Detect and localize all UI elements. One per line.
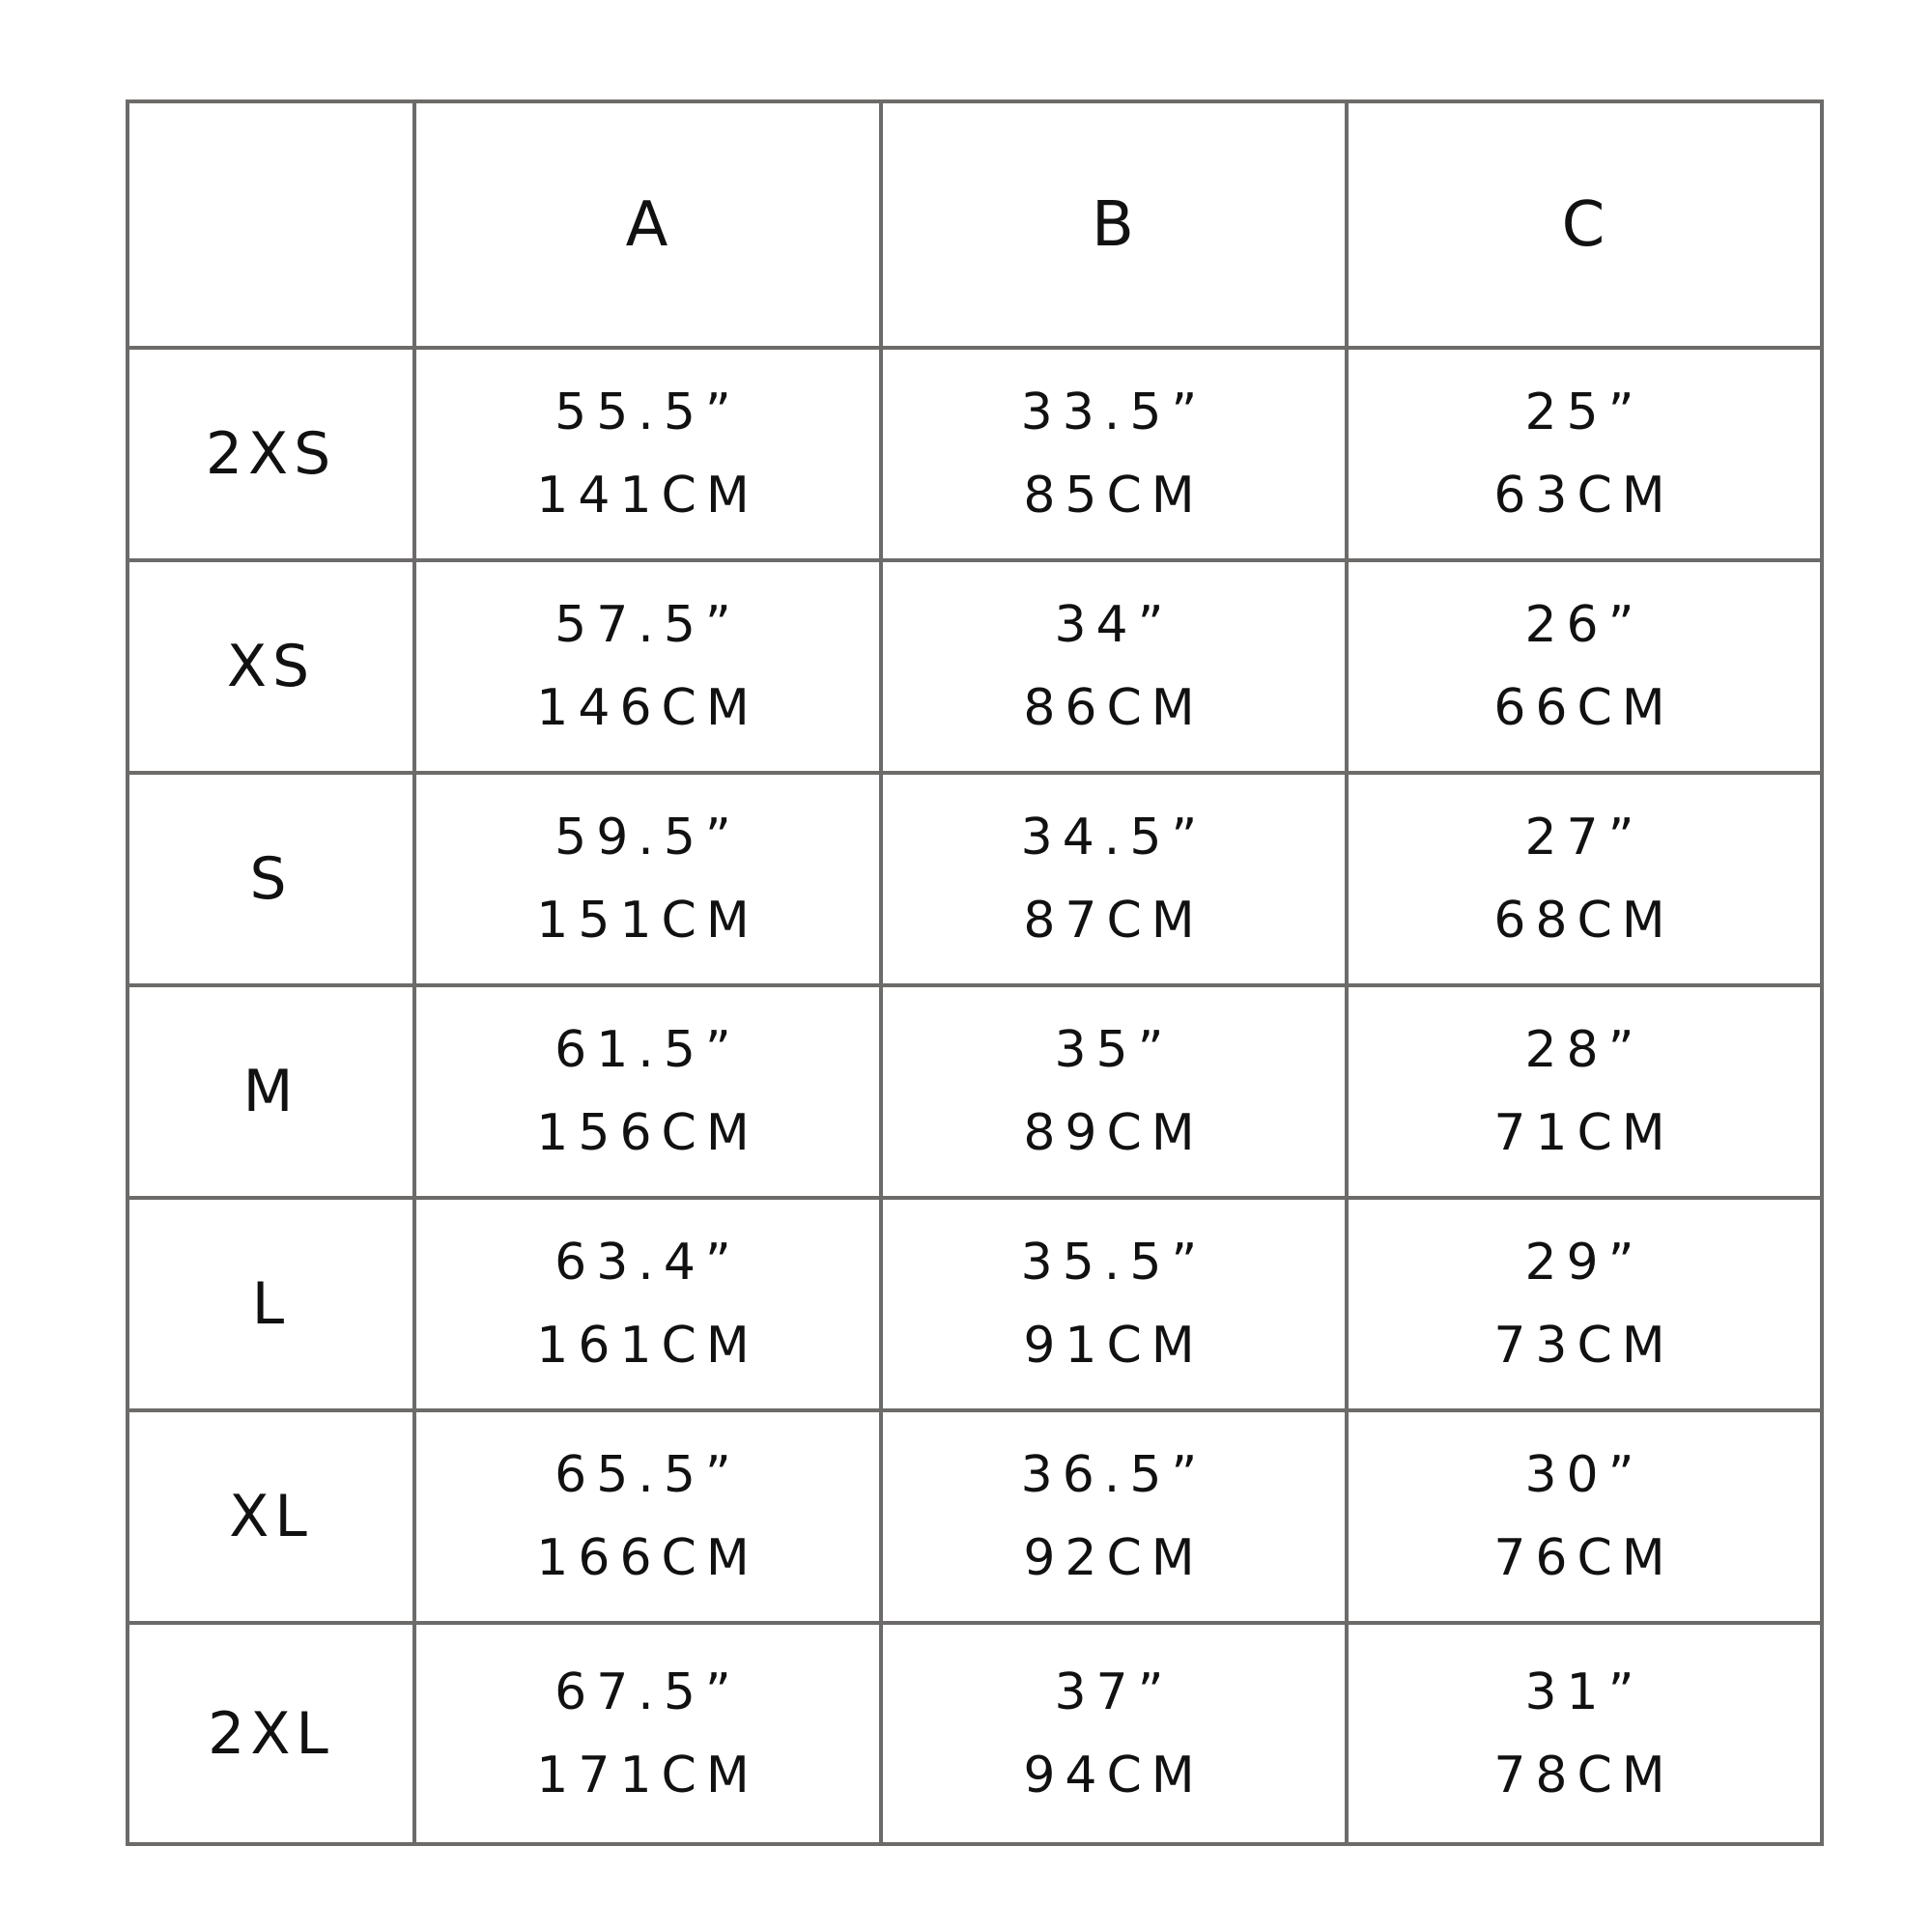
measurement-inches: 57.5” [554, 596, 741, 654]
measurement-cm: 161CM [536, 1317, 759, 1375]
size-row-l [128, 1198, 1822, 1410]
size-row-s [128, 773, 1822, 985]
size-row-xl [128, 1410, 1822, 1623]
measurement-cell-c [1347, 348, 1822, 560]
measurement-cell-b [881, 1623, 1347, 1844]
measurement-cell-a [414, 560, 881, 773]
measurement-cell-c [1347, 1623, 1822, 1844]
measurement-inches: 63.4” [554, 1234, 741, 1292]
size-label: XS [128, 560, 414, 773]
measurement-inches: 59.5” [554, 809, 741, 867]
measurement-cm: 63CM [1493, 467, 1675, 525]
measurement-cm: 68CM [1493, 892, 1675, 950]
measurement-cm: 146CM [536, 679, 759, 737]
measurement-inches: 55.5” [554, 384, 741, 441]
header-column-c: C [1347, 101, 1822, 348]
size-label: XL [128, 1410, 414, 1623]
measurement-cm: 92CM [1023, 1529, 1205, 1587]
measurement-inches: 65.5” [554, 1446, 741, 1504]
measurement-cm: 78CM [1493, 1746, 1675, 1804]
measurement-cell-b [881, 1198, 1347, 1410]
measurement-cell-b [881, 985, 1347, 1198]
measurement-inches: 34.5” [1020, 809, 1208, 867]
measurement-cm: 171CM [536, 1746, 759, 1804]
measurement-inches: 33.5” [1020, 384, 1208, 441]
header-corner-cell [128, 101, 414, 348]
measurement-cell-c [1347, 1410, 1822, 1623]
size-row-xs [128, 560, 1822, 773]
measurement-cell-b [881, 1410, 1347, 1623]
measurement-cell-b [881, 560, 1347, 773]
measurement-cm: 71CM [1493, 1104, 1675, 1162]
size-row-2xs [128, 348, 1822, 560]
measurement-inches: 36.5” [1020, 1446, 1208, 1504]
measurement-cell-a [414, 985, 881, 1198]
header-row [128, 101, 1822, 348]
size-label: L [128, 1198, 414, 1410]
measurement-inches: 35” [1054, 1021, 1174, 1079]
measurement-cell-c [1347, 773, 1822, 985]
measurement-cm: 86CM [1023, 679, 1205, 737]
measurement-cm: 89CM [1023, 1104, 1205, 1162]
size-label: M [128, 985, 414, 1198]
measurement-inches: 67.5” [554, 1662, 741, 1721]
measurement-inches: 30” [1524, 1446, 1644, 1504]
measurement-inches: 37” [1054, 1662, 1174, 1721]
measurement-cell-c [1347, 560, 1822, 773]
measurement-cm: 156CM [536, 1104, 759, 1162]
measurement-cell-a [414, 1623, 881, 1844]
measurement-cm: 66CM [1493, 679, 1675, 737]
measurement-inches: 25” [1524, 384, 1644, 441]
measurement-cm: 73CM [1493, 1317, 1675, 1375]
measurement-inches: 31” [1524, 1662, 1644, 1721]
measurement-cm: 76CM [1493, 1529, 1675, 1587]
measurement-cell-a [414, 348, 881, 560]
measurement-inches: 35.5” [1020, 1234, 1208, 1292]
header-column-a: A [414, 101, 881, 348]
measurement-inches: 27” [1524, 809, 1644, 867]
measurement-cell-a [414, 1198, 881, 1410]
size-label: 2XS [128, 348, 414, 560]
size-row-m [128, 985, 1822, 1198]
measurement-cell-b [881, 348, 1347, 560]
measurement-cm: 87CM [1023, 892, 1205, 950]
size-label: 2XL [128, 1623, 414, 1844]
measurement-cm: 85CM [1023, 467, 1205, 525]
measurement-cell-a [414, 773, 881, 985]
measurement-cell-a [414, 1410, 881, 1623]
measurement-cm: 91CM [1023, 1317, 1205, 1375]
measurement-inches: 29” [1524, 1234, 1644, 1292]
size-row-2xl [128, 1623, 1822, 1844]
measurement-cm: 151CM [536, 892, 759, 950]
measurement-cm: 94CM [1023, 1746, 1205, 1804]
measurement-cm: 141CM [536, 467, 759, 525]
size-chart-body [128, 101, 1822, 1844]
size-chart-table [126, 99, 1824, 1846]
measurement-inches: 61.5” [554, 1021, 741, 1079]
measurement-cell-b [881, 773, 1347, 985]
header-column-b: B [881, 101, 1347, 348]
measurement-inches: 34” [1054, 596, 1174, 654]
measurement-cell-c [1347, 985, 1822, 1198]
measurement-inches: 28” [1524, 1021, 1644, 1079]
size-label: S [128, 773, 414, 985]
measurement-cell-c [1347, 1198, 1822, 1410]
measurement-cm: 166CM [536, 1529, 759, 1587]
measurement-inches: 26” [1524, 596, 1644, 654]
